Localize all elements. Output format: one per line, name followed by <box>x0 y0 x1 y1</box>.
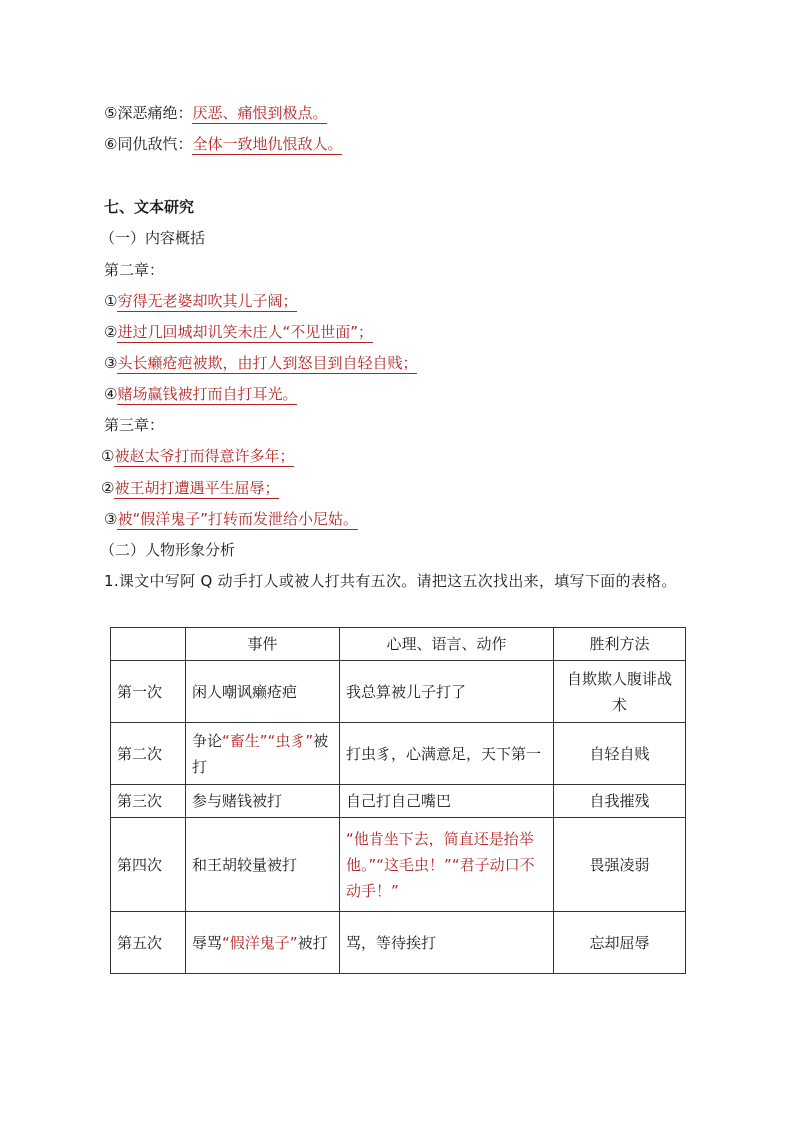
question-text: 1.课文中写阿 Q 动手打人或被人打共有五次。请把这五次找出来，填写下面的表格。 <box>104 572 677 590</box>
section-title: 七、文本研究 <box>104 198 195 216</box>
mind-cell <box>340 818 554 912</box>
table-row <box>111 723 686 785</box>
item-text: 被“假洋鬼子”打转而发泄给小尼姑。 <box>117 510 358 528</box>
header-cell: 事件 <box>186 628 340 661</box>
event-text-quoted: “假洋鬼子” <box>222 933 298 952</box>
table-row <box>111 912 686 974</box>
definition-6 <box>104 134 342 154</box>
row-label: 第四次 <box>111 818 186 912</box>
chapter3-item <box>104 509 358 529</box>
item-number: ① <box>104 292 118 310</box>
header-cell: 心理、语言、动作 <box>340 628 554 661</box>
method-cell: 自欺欺人腹诽战术 <box>554 661 686 723</box>
event-text: 和王胡较量被打 <box>192 855 298 874</box>
event-text: 闲人嘲讽癞疮疤 <box>192 682 298 701</box>
mind-cell <box>340 661 554 723</box>
table-header-row <box>111 628 686 661</box>
chapter3-title: 第三章： <box>104 416 165 434</box>
row-label: 第二次 <box>111 723 186 785</box>
event-cell <box>186 912 340 974</box>
event-cell <box>186 785 340 818</box>
mind-cell <box>340 785 554 818</box>
item-text: 穷得无老婆却吹其儿子阔； <box>117 292 298 310</box>
item-text: 头长癞疮疤被欺，由打人到怒目到自轻自贱； <box>117 354 418 372</box>
event-cell <box>186 661 340 723</box>
mind-text-quoted: “他肯坐下去，简直还是抬举他。”“这毛虫！”“君子动口不动手！” <box>346 829 535 900</box>
item-text: 被赵太爷打而得意许多年； <box>114 447 295 465</box>
method-cell: 忘却屈辱 <box>554 912 686 974</box>
table-row <box>111 818 686 912</box>
header-cell <box>111 628 186 661</box>
chapter2-item <box>104 353 417 373</box>
subsection-title-character: （二）人物形象分析 <box>100 541 236 559</box>
item-text: 进过几回城却讥笑未庄人“不见世面”； <box>117 323 373 341</box>
definition-term: ⑥同仇敌忾： <box>104 135 193 153</box>
event-cell <box>186 723 340 785</box>
event-text: 争论 <box>192 731 223 750</box>
event-text: 参与赌钱被打 <box>192 792 283 810</box>
method-cell: 自我摧残 <box>554 785 686 818</box>
mind-text: 自己打自己嘴巴 <box>346 792 452 810</box>
item-number: ④ <box>104 385 118 403</box>
item-number: ② <box>101 479 115 497</box>
item-number: ③ <box>104 354 118 372</box>
mind-text: 我总算被儿子打了 <box>346 682 467 701</box>
definition-term: ⑤深恶痛绝： <box>104 104 193 122</box>
definition-meaning: 全体一致地仇恨敌人。 <box>192 135 343 153</box>
mind-cell <box>340 723 554 785</box>
definition-meaning: 厌恶、痛恨到极点。 <box>192 104 328 122</box>
method-cell: 畏强凌弱 <box>554 818 686 912</box>
event-text: 被打 <box>192 731 329 776</box>
event-cell <box>186 818 340 912</box>
item-text: 被王胡打遭遇平生屈辱； <box>114 479 280 497</box>
header-cell: 胜利方法 <box>554 628 686 661</box>
item-number: ② <box>104 323 118 341</box>
row-label: 第五次 <box>111 912 186 974</box>
item-number: ① <box>101 447 115 465</box>
chapter2-item <box>104 384 297 404</box>
table-row <box>111 661 686 723</box>
mind-text: 打虫豸，心满意足，天下第一 <box>346 744 542 763</box>
chapter2-item <box>104 291 297 311</box>
definition-5 <box>104 103 327 123</box>
table-row <box>111 785 686 818</box>
mind-text: 骂，等待挨打 <box>346 933 437 952</box>
row-label: 第三次 <box>111 785 186 818</box>
row-label: 第一次 <box>111 661 186 723</box>
chapter2-item <box>104 322 373 342</box>
chapter3-item <box>101 446 294 466</box>
chapter2-title: 第二章： <box>104 261 165 279</box>
method-cell: 自轻自贱 <box>554 723 686 785</box>
event-text-quoted: “畜生”“虫豸” <box>222 731 314 750</box>
chapter3-item <box>101 478 279 498</box>
event-text: 被打 <box>297 933 328 952</box>
mind-cell <box>340 912 554 974</box>
item-number: ③ <box>104 510 118 528</box>
event-text: 辱骂 <box>192 933 223 952</box>
subsection-title-summary: （一）内容概括 <box>100 229 206 247</box>
item-text: 赌场赢钱被打而自打耳光。 <box>117 385 298 403</box>
event-table <box>110 627 686 974</box>
